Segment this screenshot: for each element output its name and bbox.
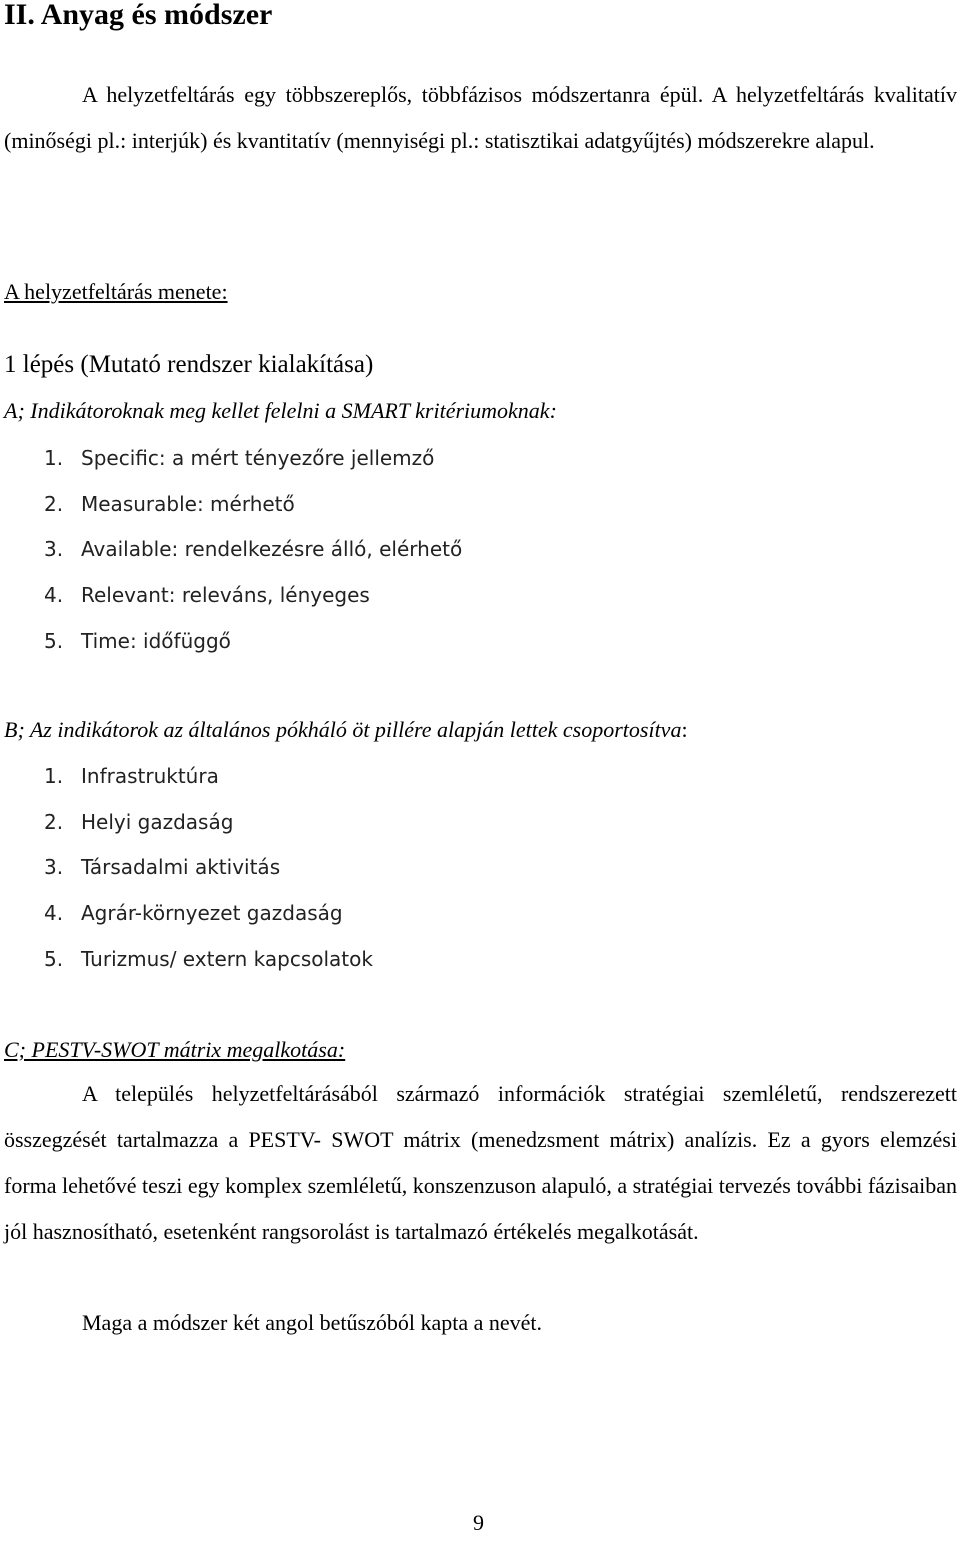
list-item: 1. Infrastruktúra: [44, 764, 219, 788]
list-item: 4. Relevant: releváns, lényeges: [44, 583, 370, 608]
list-item: 1. Specific: a mért tényezőre jellemző: [44, 446, 435, 470]
smart-criteria-list: [44, 446, 462, 674]
section-title: II. Anyag és módszer: [4, 0, 273, 31]
swot-paragraph-2: Maga a módszer két angol betűszóból kapta a nevét.: [82, 1310, 543, 1335]
step1-heading: 1 lépés (Mutató rendszer kialakítása): [4, 351, 374, 378]
swot-heading: C; PESTV-SWOT mátrix megalkotása:: [4, 1037, 346, 1062]
list-item: 2. Helyi gazdaság: [44, 809, 234, 834]
swot-paragraph: A település helyzetfeltárásából származó információk stratégiai szemléletű, rendszerezett összegzését tartalmazza a PESTV- SWOT mátrix (menedzsment mátrix) analízis. Ez a gyors elemzési forma lehetővé teszi egy komplex szemléletű, konszenzuson alapuló, a stratégiai tervezés további fázisaiban jól hasznosítható, esetenként rangsorolást is tartalmazó értékelés megalkotását.: [4, 1081, 957, 1244]
pillars-list: [44, 764, 373, 992]
list-item: 3. Available: rendelkezésre álló, elérhető: [44, 537, 463, 562]
list-item: 4. Agrár-környezet gazdaság: [44, 901, 343, 926]
list-item: 2. Measurable: mérhető: [44, 491, 295, 516]
list-item: 5. Turizmus/ extern kapcsolatok: [44, 946, 373, 971]
list-item: 5. Time: időfüggő: [44, 628, 231, 653]
page-number: 9: [473, 1510, 484, 1535]
pillars-heading: B; Az indikátorok az általános pókháló öt pillére alapján lettek csoportosítva:: [4, 717, 688, 742]
smart-heading: A; Indikátoroknak meg kellet felelni a SMART kritériumoknak:: [4, 398, 557, 423]
process-heading: A helyzetfeltárás menete:: [4, 279, 228, 304]
intro-paragraph: A helyzetfeltárás egy többszereplős, többfázisos módszertanra épül. A helyzetfeltárás kvalitatív (minőségi pl.: interjúk) és kvantitatív (mennyiségi pl.: statisztikai adatgyűjtés) módszerekre alapul.: [4, 82, 957, 153]
list-item: 3. Társadalmi aktivitás: [44, 855, 281, 880]
